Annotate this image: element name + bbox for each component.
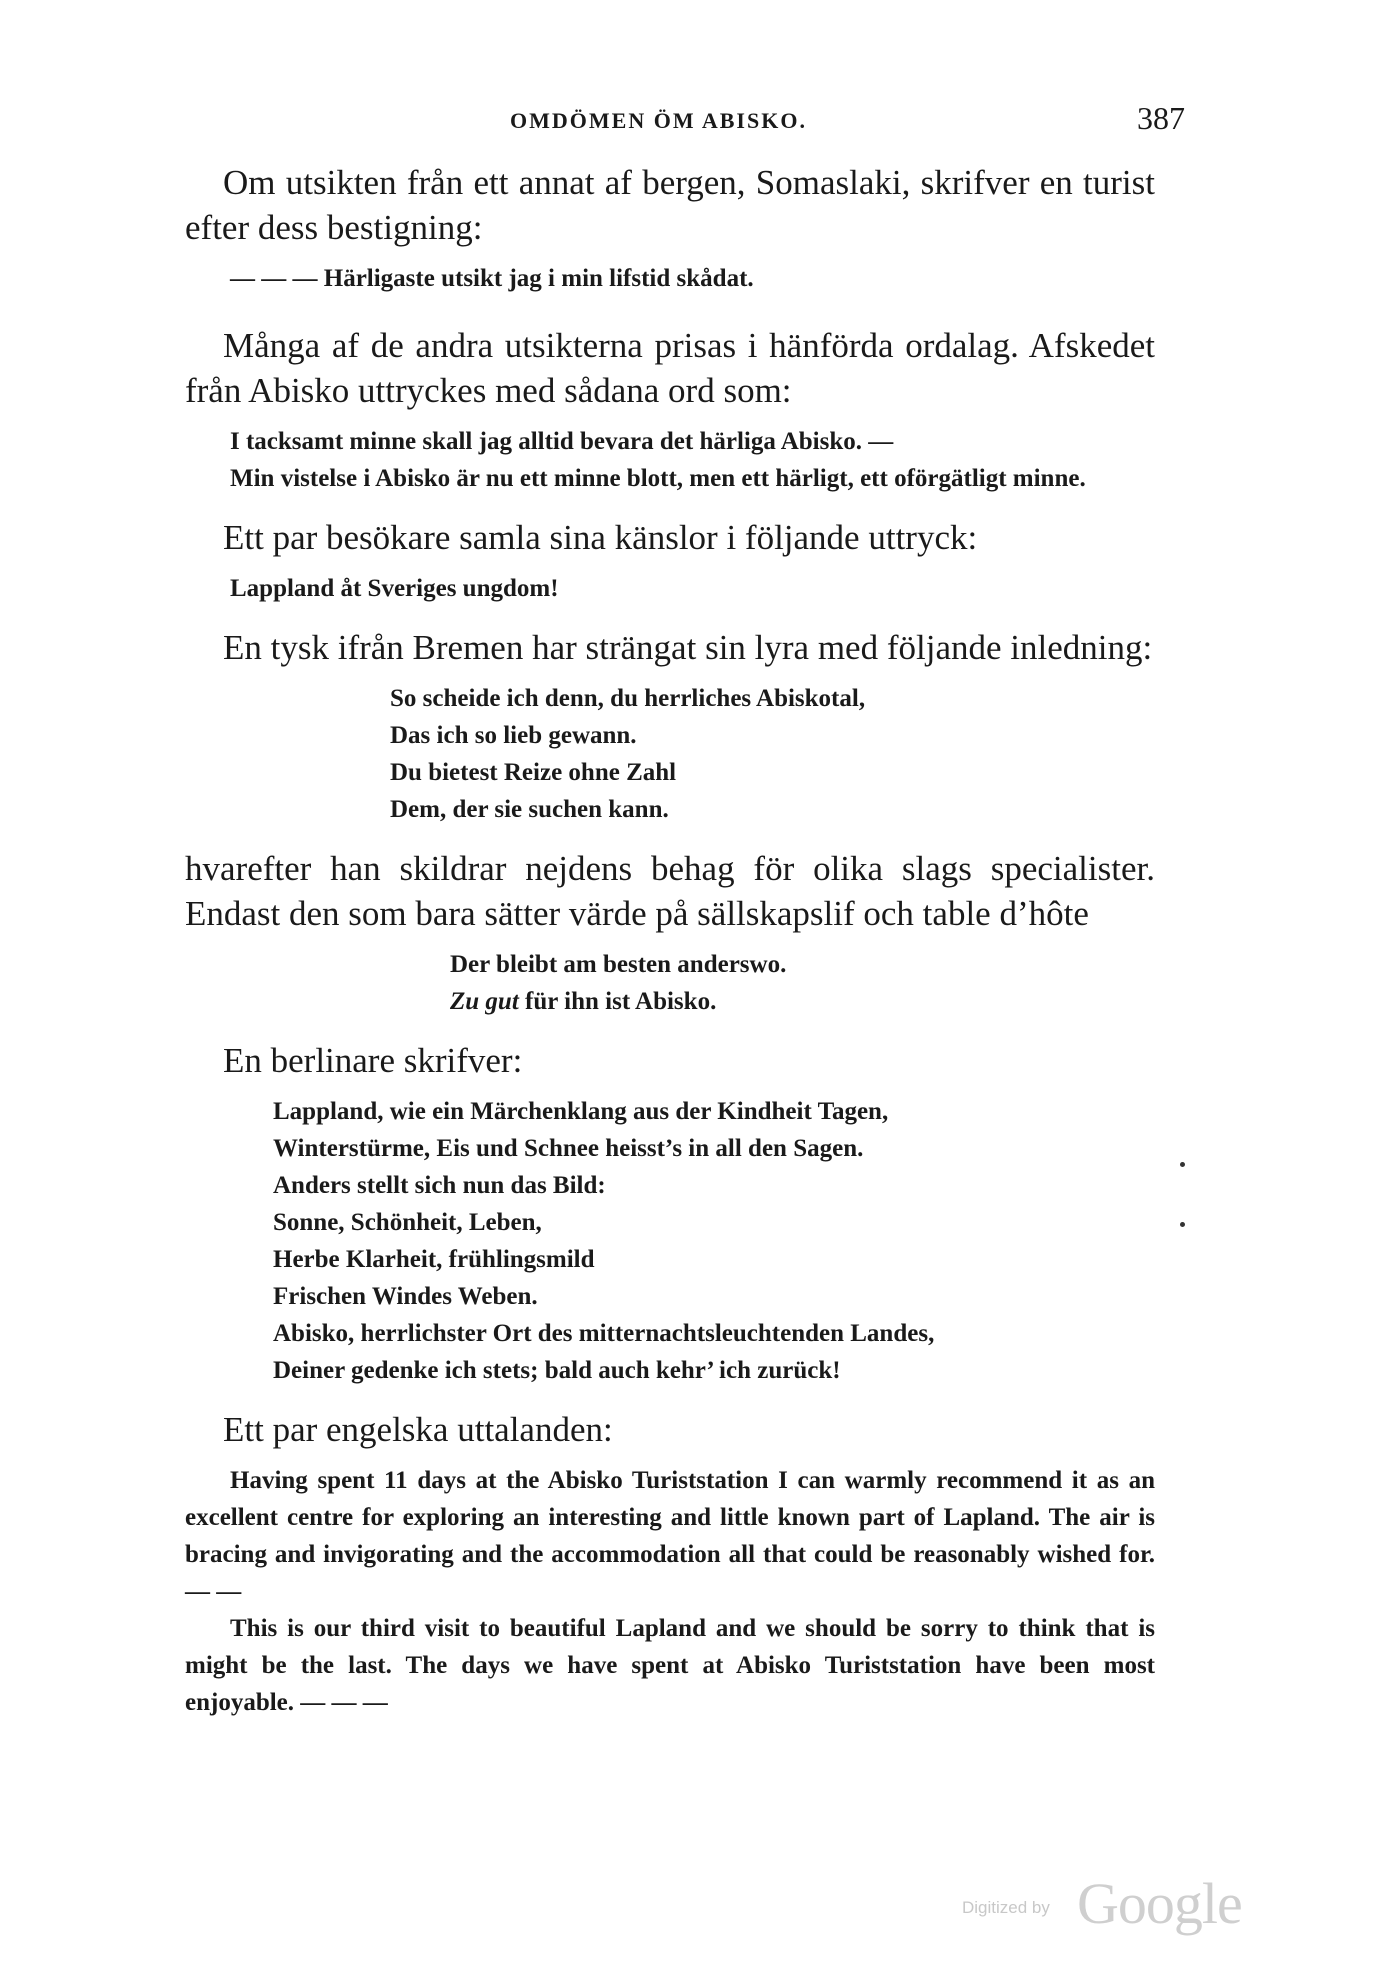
running-head: OMDÖMEN ÖM ABISKO. <box>510 108 807 133</box>
paragraph-utsikterna: Många af de andra utsikterna prisas i hänförda ordalag. Afskedet från Abisko uttryckes med sådana ord som: <box>185 326 1155 410</box>
page-header <box>185 100 1185 144</box>
paragraph-specialister: hvarefter han skildrar nejdens behag för olika slags specialister. Endast den som bara sätter värde på sällskapslif och table d’hôte <box>185 849 1155 933</box>
digitized-by-google-watermark <box>962 1870 1262 1936</box>
quote-tacksamt: I tacksamt minne skall jag alltid bevara det härliga Abisko. — <box>230 428 894 455</box>
verse-line: So scheide ich denn, du herrliches Abiskotal, <box>390 685 866 712</box>
quote-vistelse: Min vistelse i Abisko är nu ett minne blott, men ett härligt, ett oförgätligt minne. <box>230 465 1086 492</box>
verse-line: Sonne, Schönheit, Leben, <box>273 1209 542 1236</box>
verse-line: Frischen Windes Weben. <box>273 1283 538 1310</box>
ink-speck <box>1180 1222 1185 1227</box>
ink-speck <box>1180 1162 1185 1167</box>
quote-having-spent: Having spent 11 days at the Abisko Turiststation I can warmly recommend it as an excellent centre for exploring an interesting and little known part of Lapland. The air is bracing and invigorating and the accommodation all that could be reasonably wished for. — — <box>185 1467 1155 1605</box>
verse-line: Deiner gedenke ich stets; bald auch kehr’ ich zurück! <box>273 1357 841 1384</box>
paragraph-somaslaki: Om utsikten från ett annat af bergen, Somaslaki, skrifver en turist efter dess bestigning: <box>185 163 1155 247</box>
verse-line: Der bleibt am besten anderswo. <box>450 951 787 978</box>
quote-third-visit: This is our third visit to beautiful Lapland and we should be sorry to think that is might be the last. The days we have spent at Abisko Turiststation have been most enjoyable. — — — <box>185 1615 1155 1716</box>
paragraph-engelska: Ett par engelska uttalanden: <box>223 1410 613 1449</box>
page-body <box>185 160 1155 1721</box>
verse-line <box>450 983 1155 1020</box>
google-logo: Google <box>1077 1871 1242 1936</box>
verse-berlinare <box>273 1093 1155 1389</box>
paragraph-tysk-bremen: En tysk ifrån Bremen har strängat sin lyra med följande inledning: <box>223 628 1153 667</box>
verse-anderswo <box>450 946 1155 1020</box>
verse-line: Du bietest Reize ohne Zahl <box>390 759 677 786</box>
verse-line: Anders stellt sich nun das Bild: <box>273 1172 606 1199</box>
verse-line: Herbe Klarheit, frühlingsmild <box>273 1246 595 1273</box>
verse-italic-zu-gut: Zu gut <box>450 988 519 1015</box>
verse-bremen <box>390 680 1155 828</box>
verse-line-rest: für ihn ist Abisko. <box>518 988 717 1015</box>
verse-line: Winterstürme, Eis und Schnee heisst’s in all den Sagen. <box>273 1135 864 1162</box>
page-number: 387 <box>1137 100 1185 136</box>
watermark-small-text: Digitized by <box>962 1898 1050 1917</box>
paragraph-berlinare: En berlinare skrifver: <box>223 1041 523 1080</box>
verse-line: Das ich so lieb gewann. <box>390 722 637 749</box>
verse-line: Lappland, wie ein Märchenklang aus der Kindheit Tagen, <box>273 1098 889 1125</box>
paragraph-besokare: Ett par besökare samla sina känslor i följande uttryck: <box>223 518 978 557</box>
quote-utsikt: — — — Härligaste utsikt jag i min lifstid skådat. <box>230 265 754 292</box>
verse-line: Abisko, herrlichster Ort des mitternachtsleuchtenden Landes, <box>273 1320 935 1347</box>
quote-lappland-ungdom: Lappland åt Sveriges ungdom! <box>230 575 559 602</box>
verse-line: Dem, der sie suchen kann. <box>390 796 669 823</box>
